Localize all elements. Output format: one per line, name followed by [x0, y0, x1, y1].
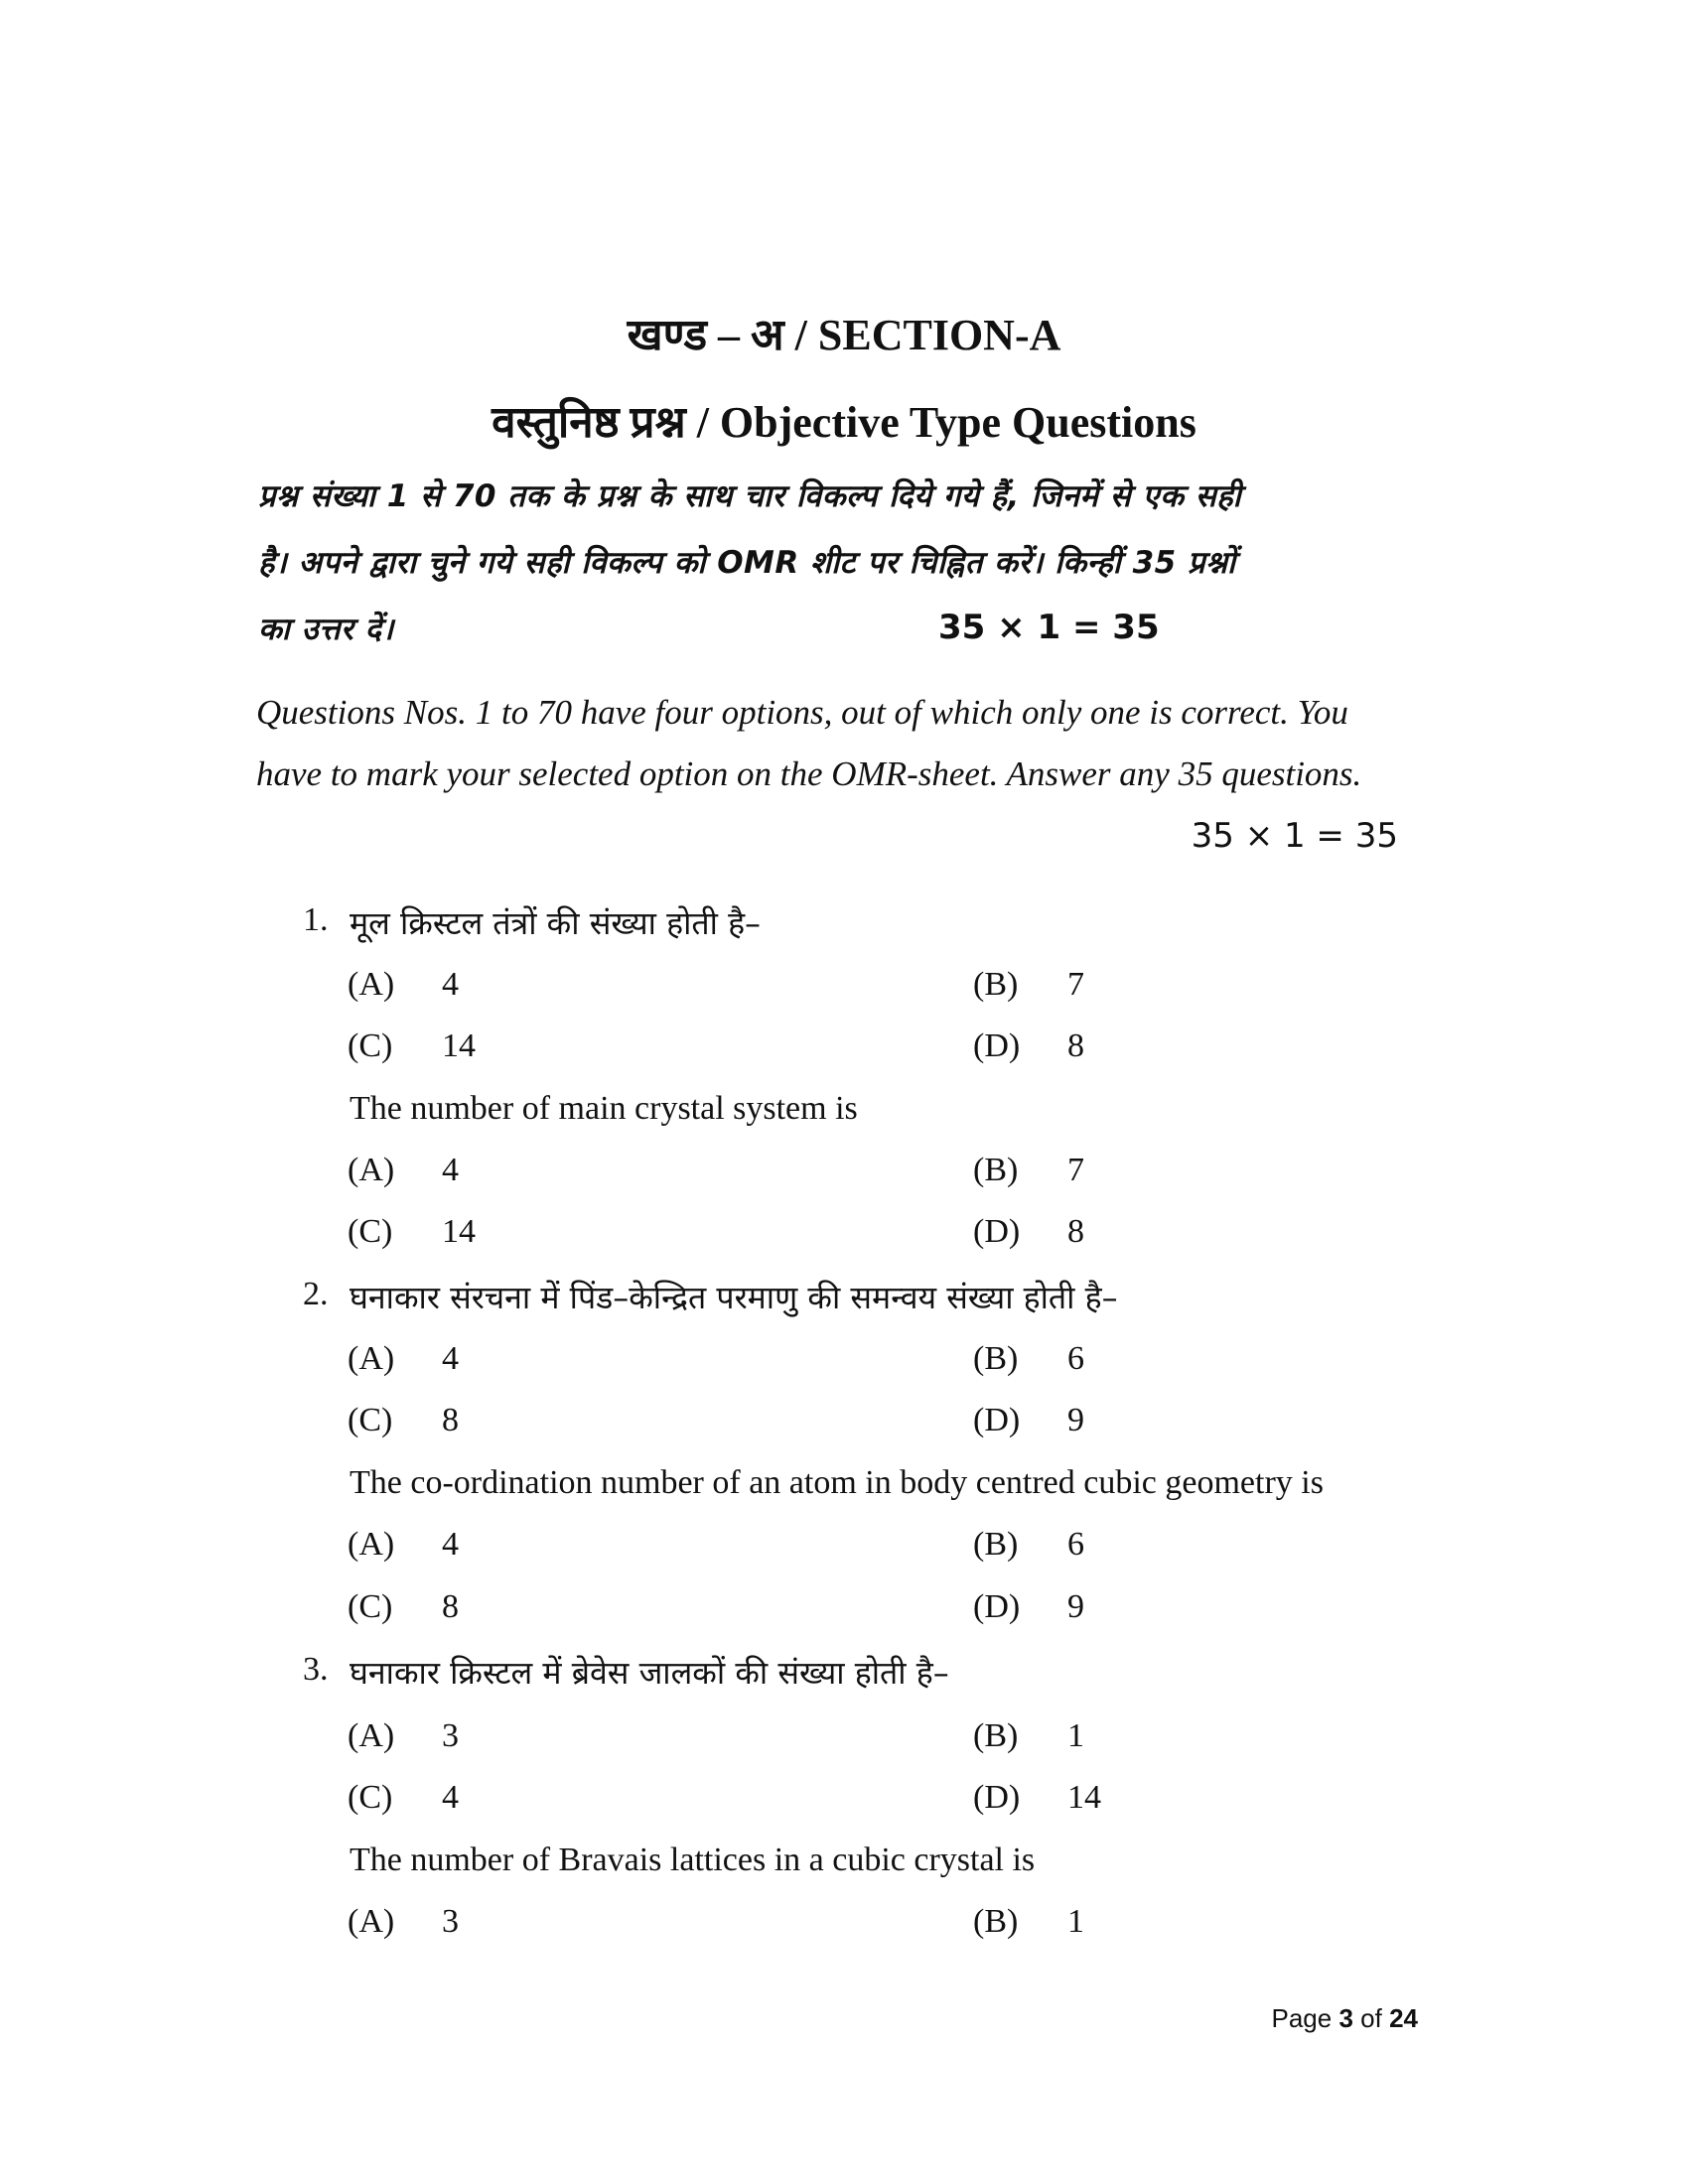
hindi-instruction-line-1: प्रश्न संख्या 1 से 70 तक के प्रश्न के साथ चार विकल्प दिये गये हैं, जिनमें से एक सही — [258, 478, 1242, 514]
option-b: (B) 1 — [973, 1903, 1084, 1940]
hindi-instruction-line-3: का उत्तर दें। — [258, 612, 394, 647]
option-d: (D) 8 — [973, 1213, 1084, 1250]
question-text-english: The number of main crystal system is — [350, 1090, 858, 1127]
option-a: (A) 4 — [348, 1152, 459, 1188]
option-c: (C) 8 — [348, 1588, 459, 1625]
option-c: (C) 14 — [348, 1213, 476, 1250]
page-subtitle: वस्तुनिष्ठ प्रश्न / Objective Type Questions — [492, 398, 1196, 447]
option-c: (C) 8 — [348, 1402, 459, 1438]
question-number: 3. — [303, 1651, 329, 1688]
english-marks-formula: 35 × 1 = 35 — [1191, 816, 1398, 856]
option-a: (A) 3 — [348, 1903, 459, 1940]
english-instruction-line-1: Questions Nos. 1 to 70 have four options, out of which only one is correct. You — [256, 693, 1348, 732]
option-a: (A) 4 — [348, 966, 459, 1003]
option-b: (B) 6 — [973, 1526, 1084, 1563]
option-b: (B) 7 — [973, 1152, 1084, 1188]
question-text-hindi: घनाकार संरचना में पिंड–केन्द्रित परमाणु की समन्वय संख्या होती है– — [350, 1279, 1118, 1316]
option-d: (D) 9 — [973, 1588, 1084, 1625]
option-b: (B) 7 — [973, 966, 1084, 1003]
english-instruction-line-2: have to mark your selected option on the OMR-sheet. Answer any 35 questions. — [256, 754, 1362, 793]
option-c: (C) 14 — [348, 1027, 476, 1064]
option-b: (B) 1 — [973, 1717, 1084, 1754]
page-number: Page 3 of 24 — [1271, 2003, 1418, 2033]
question-number: 1. — [303, 901, 329, 938]
question-text-english: The co-ordination number of an atom in body centred cubic geometry is — [350, 1464, 1324, 1501]
option-a: (A) 4 — [348, 1340, 459, 1377]
question-text-hindi: घनाकार क्रिस्टल में ब्रेवेस जालकों की संख्या होती है– — [350, 1654, 949, 1692]
option-a: (A) 3 — [348, 1717, 459, 1754]
option-d: (D) 9 — [973, 1402, 1084, 1438]
hindi-marks-formula: 35 × 1 = 35 — [938, 608, 1160, 647]
question-text-hindi: मूल क्रिस्टल तंत्रों की संख्या होती है– — [350, 904, 762, 942]
option-a: (A) 4 — [348, 1526, 459, 1563]
question-number: 2. — [303, 1276, 329, 1312]
option-c: (C) 4 — [348, 1779, 459, 1816]
question-text-english: The number of Bravais lattices in a cubic crystal is — [350, 1842, 1036, 1878]
option-b: (B) 6 — [973, 1340, 1084, 1377]
section-title: खण्ड – अ / SECTION-A — [627, 311, 1061, 359]
option-d: (D) 8 — [973, 1027, 1084, 1064]
option-d: (D) 14 — [973, 1779, 1101, 1816]
hindi-instruction-line-2: है। अपने द्वारा चुने गये सही विकल्प को OMR शीट पर चिह्नित करें। किन्हीं 35 प्रश्नों — [258, 545, 1236, 581]
